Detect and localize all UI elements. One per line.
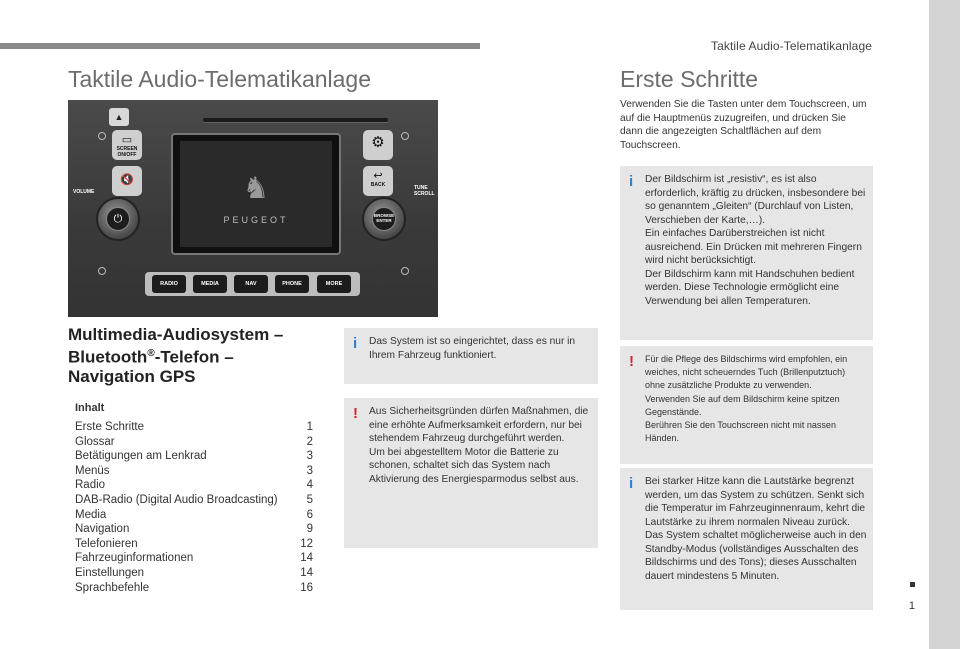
toc-page: 16 xyxy=(300,581,313,594)
toc-page: 9 xyxy=(306,523,313,536)
touchscreen xyxy=(171,133,341,255)
toc-label: DAB-Radio (Digital Audio Broadcasting) xyxy=(75,493,278,506)
device-image xyxy=(68,100,438,317)
registered-mark: ® xyxy=(147,348,155,359)
page-number: 1 xyxy=(908,600,915,612)
volume-label: VOLUME xyxy=(73,189,95,195)
mute-icon: 🔇 xyxy=(120,174,134,186)
phone-key: PHONE xyxy=(275,275,309,293)
toc-page: 5 xyxy=(306,493,313,506)
info-icon: i xyxy=(629,173,634,190)
toc-label: Erste Schritte xyxy=(75,421,145,433)
note-text: Das System schaltet möglicherweise auch in den Standby-Modus (vollständiges Ausschalten des Bildschirms und des Tons); dieses Ausschalten dauert mindestens 5 Minuten. xyxy=(645,530,867,582)
toc-entry[interactable] xyxy=(75,464,313,479)
info-icon: i xyxy=(353,335,358,352)
note-text: Das System ist so eingerichtet, dass es nur in Ihrem Fahrzeug funktioniert. xyxy=(369,336,576,361)
power-icon: ⏻ xyxy=(106,207,130,231)
toc-entry[interactable] xyxy=(75,449,313,464)
warning-icon: ! xyxy=(629,353,634,370)
toc-page: 3 xyxy=(306,464,313,477)
toc-entry[interactable] xyxy=(75,478,313,493)
mount-hole xyxy=(98,267,106,275)
toc-page: 14 xyxy=(300,552,313,565)
cd-slot xyxy=(203,118,388,122)
toc-label: Fahrzeuginformationen xyxy=(75,552,194,565)
toc-label: Sprachbefehle xyxy=(75,581,150,594)
note-text: Der Bildschirm ist „resistiv“, es ist also erforderlich, kräftig zu drücken, insbesondere bei so genanntem „Gleiten“ (Durchlauf von Listen, Verschieben der Karte,…). xyxy=(645,174,866,226)
mute-key xyxy=(112,166,142,196)
product-subtitle xyxy=(68,325,338,386)
toc-label: Glossar xyxy=(75,435,115,448)
browse-enter-label: BROWSE ENTER xyxy=(372,207,396,231)
subtitle-line-1: Multimedia-Audiosystem – xyxy=(68,325,284,344)
back-icon: ↩ xyxy=(373,170,383,182)
info-note-vehicle xyxy=(344,328,598,384)
toc-label: Media xyxy=(75,508,107,521)
toc-label: Radio xyxy=(75,479,106,492)
toc-entry[interactable] xyxy=(75,420,313,435)
note-text: Für die Pflege des Bildschirms wird empfohlen, ein weiches, nicht scheuerndes Tuch (Brillenputztuch) ohne zusätzliche Produkte zu verwenden. xyxy=(645,354,848,391)
toc-label: Betätigungen am Lenkrad xyxy=(75,450,207,463)
media-key: MEDIA xyxy=(193,275,227,293)
page-title: Taktile Audio-Telematikanlage xyxy=(68,66,372,92)
toc-label: Telefonieren xyxy=(75,537,138,550)
warning-note-safety xyxy=(344,398,598,548)
subtitle-bluetooth: Bluetooth xyxy=(68,347,148,367)
note-text: Bei starker Hitze kann die Lautstärke begrenzt werden, um das System zu schützen. Senkt sich die Temperatur im Fahrzeuginnenraum, kehrt die Lautstärke zu ihrem normalen Niveau zurück. xyxy=(645,476,866,528)
note-text: Der Bildschirm kann mit Handschuhen bedient werden. Diese Technologie ermöglicht eine Verwendung bei allen Temperaturen. xyxy=(645,268,855,307)
info-note-heat xyxy=(620,468,873,610)
side-strip xyxy=(929,0,960,649)
toc-entry[interactable] xyxy=(75,581,313,596)
section-marker xyxy=(910,582,915,587)
gear-icon: ⚙ xyxy=(371,134,385,151)
screen-onoff-key xyxy=(112,130,142,160)
mount-hole xyxy=(401,267,409,275)
subtitle-line-3: Navigation GPS xyxy=(68,366,196,386)
note-text: Verwenden Sie auf dem Bildschirm keine spitzen Gegenstände. xyxy=(645,393,840,417)
toc-entry[interactable] xyxy=(75,537,313,552)
toc-page: 6 xyxy=(306,508,313,521)
toc-entry[interactable] xyxy=(75,508,313,523)
header-rule xyxy=(0,43,480,49)
section-title: Erste Schritte xyxy=(620,66,759,92)
settings-key xyxy=(363,130,393,160)
note-text: Um bei abgestelltem Motor die Batterie zu schonen, schaltet sich das System nach Aktivierung des Energiesparmodus selbst aus. xyxy=(369,446,579,485)
note-text: Aus Sicherheitsgründen dürfen Maßnahmen, die eine erhöhte Aufmerksamkeit erfordern, nur bei stehendem Fahrzeug durchgeführt werden. xyxy=(369,406,589,444)
screen-display xyxy=(180,141,332,247)
screen-onoff-label: SCREEN ON/OFF xyxy=(116,146,138,158)
warning-icon: ! xyxy=(353,405,358,422)
toc-heading: Inhalt xyxy=(75,402,105,414)
peugeot-lion-icon: ♞ xyxy=(242,172,270,205)
toc-page: 2 xyxy=(306,435,313,448)
toc-page: 12 xyxy=(300,537,313,550)
menu-button-bar xyxy=(145,272,360,296)
toc-page: 3 xyxy=(306,450,313,463)
browse-knob xyxy=(362,197,406,241)
toc-label: Einstellungen xyxy=(75,566,145,579)
nav-key: NAV xyxy=(234,275,268,293)
mount-hole xyxy=(401,132,409,140)
screen-icon: ▭ xyxy=(121,134,133,146)
toc-page: 4 xyxy=(306,479,313,492)
intro-text: Verwenden Sie die Tasten unter dem Touchscreen, um auf die Hauptmenüs zuzugreifen, und drücken Sie dann die angezeigten Schaltflächen auf dem Touchscreen. xyxy=(620,99,867,151)
toc-page: 14 xyxy=(300,566,313,579)
toc-entry[interactable] xyxy=(75,551,313,566)
tune-scroll-label: TUNE SCROLL xyxy=(414,185,435,197)
toc-page: 1 xyxy=(306,421,313,433)
table-of-contents xyxy=(75,420,313,595)
brand-logo-text: PEUGEOT xyxy=(223,215,289,225)
toc-entry[interactable] xyxy=(75,566,313,581)
back-key xyxy=(363,166,393,196)
warning-note-cleaning xyxy=(620,346,873,464)
note-text: Berühren Sie den Touchscreen nicht mit nassen Händen. xyxy=(645,420,836,444)
subtitle-telefon: -Telefon – xyxy=(154,347,234,367)
toc-entry[interactable] xyxy=(75,493,313,508)
toc-label: Menüs xyxy=(75,464,110,477)
radio-key: RADIO xyxy=(152,275,186,293)
info-icon: i xyxy=(629,475,634,492)
toc-entry[interactable] xyxy=(75,435,313,450)
info-note-touchscreen xyxy=(620,166,873,340)
note-text: Ein einfaches Darüberstreichen ist nicht ausreichend. Ein Drücken mit mehreren Fingern wird nicht berücksichtigt. xyxy=(645,228,862,266)
volume-knob xyxy=(96,197,140,241)
toc-entry[interactable] xyxy=(75,522,313,537)
more-key: MORE xyxy=(317,275,351,293)
back-label: BACK xyxy=(370,182,386,188)
toc-label: Navigation xyxy=(75,523,130,536)
running-header: Taktile Audio-Telematikanlage xyxy=(711,39,872,53)
mount-hole xyxy=(98,132,106,140)
eject-icon: ▲ xyxy=(109,108,129,126)
